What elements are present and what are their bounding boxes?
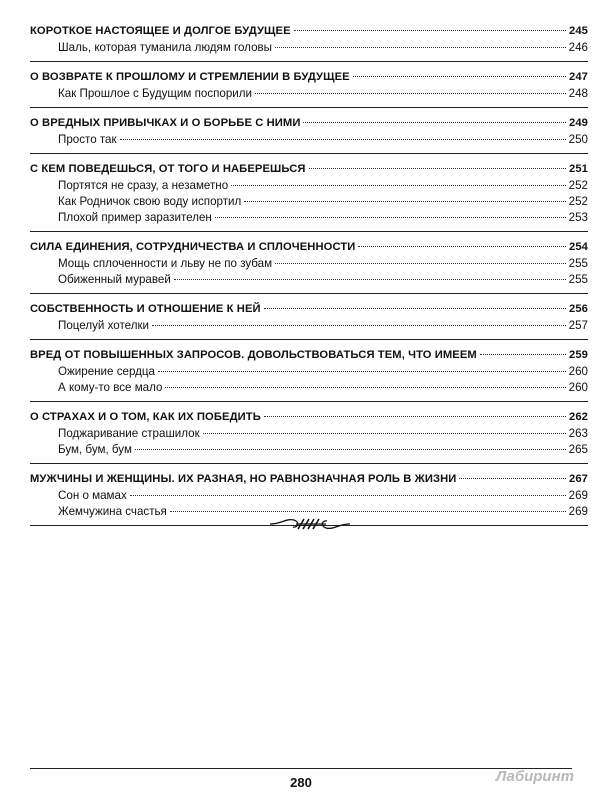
toc-section — [30, 300, 588, 340]
dot-leader — [264, 416, 566, 417]
toc-heading-page: 262 — [569, 411, 588, 423]
toc-heading-title: МУЖЧИНЫ И ЖЕНЩИНЫ. ИХ РАЗНАЯ, НО РАВНОЗНАЧНАЯ РОЛЬ В ЖИЗНИ — [30, 473, 457, 485]
dot-leader — [480, 354, 566, 355]
toc-entry-page: 265 — [568, 443, 588, 456]
dot-leader — [264, 308, 566, 309]
page-number: 280 — [290, 775, 312, 790]
toc-heading — [30, 160, 588, 178]
toc-heading-title: СИЛА ЕДИНЕНИЯ, СОТРУДНИЧЕСТВА И СПЛОЧЕННОСТИ — [30, 241, 356, 253]
toc-entry-page: 263 — [568, 427, 588, 440]
dot-leader — [152, 325, 566, 326]
toc-entry-page: 269 — [568, 505, 588, 518]
toc-entry — [30, 364, 588, 380]
toc-heading — [30, 470, 588, 488]
dot-leader — [358, 246, 566, 247]
toc-heading-title: О ВОЗВРАТЕ К ПРОШЛОМУ И СТРЕМЛЕНИИ В БУДУЩЕЕ — [30, 71, 350, 83]
toc-entry-page: 248 — [568, 87, 588, 100]
dot-leader — [215, 217, 566, 218]
toc-section — [30, 238, 588, 294]
toc-heading-page: 249 — [569, 117, 588, 129]
watermark: Лабиринт — [495, 768, 574, 785]
toc-entry-page: 253 — [568, 211, 588, 224]
toc-entry — [30, 256, 588, 272]
toc-entry — [30, 178, 588, 194]
dot-leader — [459, 478, 566, 479]
toc-entry-title: Портятся не сразу, а незаметно — [58, 179, 229, 192]
toc-entry-page: 246 — [568, 41, 588, 54]
toc-entry-page: 252 — [568, 179, 588, 192]
dot-leader — [255, 93, 566, 94]
dot-leader — [244, 201, 565, 202]
table-of-contents — [30, 22, 588, 532]
dot-leader — [294, 30, 566, 31]
toc-entry — [30, 210, 588, 226]
toc-entry — [30, 272, 588, 288]
toc-heading-title: С КЕМ ПОВЕДЕШЬСЯ, ОТ ТОГО И НАБЕРЕШЬСЯ — [30, 163, 306, 175]
toc-heading-page: 256 — [569, 303, 588, 315]
toc-entry — [30, 488, 588, 504]
toc-entry-title: Как Родничок свою воду испортил — [58, 195, 242, 208]
toc-heading — [30, 22, 588, 40]
toc-entry — [30, 86, 588, 102]
dot-leader — [203, 433, 566, 434]
dot-leader — [170, 511, 566, 512]
toc-entry — [30, 318, 588, 334]
toc-entry-page: 269 — [568, 489, 588, 502]
toc-entry — [30, 442, 588, 458]
toc-entry-page: 260 — [568, 381, 588, 394]
toc-entry-page: 255 — [568, 257, 588, 270]
toc-entry-title: Плохой пример заразителен — [58, 211, 212, 224]
toc-entry-title: А кому-то все мало — [58, 381, 163, 394]
dot-leader — [165, 387, 565, 388]
toc-heading-page: 251 — [569, 163, 588, 175]
toc-entry-title: Жемчужина счастья — [58, 505, 167, 518]
toc-heading-title: О СТРАХАХ И О ТОМ, КАК ИХ ПОБЕДИТЬ — [30, 411, 261, 423]
toc-section — [30, 22, 588, 62]
toc-heading-page: 259 — [569, 349, 588, 361]
decorative-ornament — [268, 514, 352, 534]
toc-entry-title: Поцелуй хотелки — [58, 319, 150, 332]
toc-heading-title: СОБСТВЕННОСТЬ И ОТНОШЕНИЕ К НЕЙ — [30, 303, 261, 315]
toc-entry — [30, 40, 588, 56]
toc-entry — [30, 132, 588, 148]
toc-entry-title: Бум, бум, бум — [58, 443, 132, 456]
dot-leader — [275, 263, 566, 264]
toc-entry-title: Мощь сплоченности и льву не по зубам — [58, 257, 273, 270]
toc-entry-title: Поджаривание страшилок — [58, 427, 200, 440]
toc-heading — [30, 238, 588, 256]
toc-heading-title: КОРОТКОЕ НАСТОЯЩЕЕ И ДОЛГОЕ БУДУЩЕЕ — [30, 25, 291, 37]
dot-leader — [130, 495, 566, 496]
dot-leader — [275, 47, 566, 48]
toc-entry-page: 250 — [568, 133, 588, 146]
toc-heading — [30, 408, 588, 426]
toc-section — [30, 408, 588, 464]
toc-entry — [30, 194, 588, 210]
dot-leader — [135, 449, 566, 450]
toc-entry-title: Просто так — [58, 133, 117, 146]
toc-heading-page: 245 — [569, 25, 588, 37]
dot-leader — [353, 76, 566, 77]
toc-heading — [30, 346, 588, 364]
toc-heading — [30, 68, 588, 86]
toc-section — [30, 160, 588, 232]
toc-entry-page: 257 — [568, 319, 588, 332]
toc-heading-title: ВРЕД ОТ ПОВЫШЕННЫХ ЗАПРОСОВ. ДОВОЛЬСТВОВАТЬСЯ ТЕМ, ЧТО ИМЕЕМ — [30, 349, 477, 361]
footer-rule — [30, 768, 572, 769]
dot-leader — [174, 279, 566, 280]
toc-entry — [30, 380, 588, 396]
toc-heading-page: 254 — [569, 241, 588, 253]
dot-leader — [120, 139, 566, 140]
toc-section — [30, 114, 588, 154]
toc-heading-title: О ВРЕДНЫХ ПРИВЫЧКАХ И О БОРЬБЕ С НИМИ — [30, 117, 301, 129]
toc-entry-title: Сон о мамах — [58, 489, 127, 502]
toc-entry-title: Как Прошлое с Будущим поспорили — [58, 87, 253, 100]
toc-entry-title: Обиженный муравей — [58, 273, 171, 286]
dot-leader — [231, 185, 565, 186]
toc-entry-page: 252 — [568, 195, 588, 208]
toc-heading-page: 267 — [569, 473, 588, 485]
dot-leader — [303, 122, 566, 123]
toc-entry-page: 260 — [568, 365, 588, 378]
toc-heading — [30, 300, 588, 318]
toc-entry-title: Шаль, которая туманила людям головы — [58, 41, 273, 54]
toc-entry — [30, 426, 588, 442]
dot-leader — [158, 371, 566, 372]
toc-heading — [30, 114, 588, 132]
toc-entry-title: Ожирение сердца — [58, 365, 155, 378]
toc-entry-page: 255 — [568, 273, 588, 286]
toc-heading-page: 247 — [569, 71, 588, 83]
toc-section — [30, 68, 588, 108]
toc-section — [30, 346, 588, 402]
dot-leader — [309, 168, 567, 169]
